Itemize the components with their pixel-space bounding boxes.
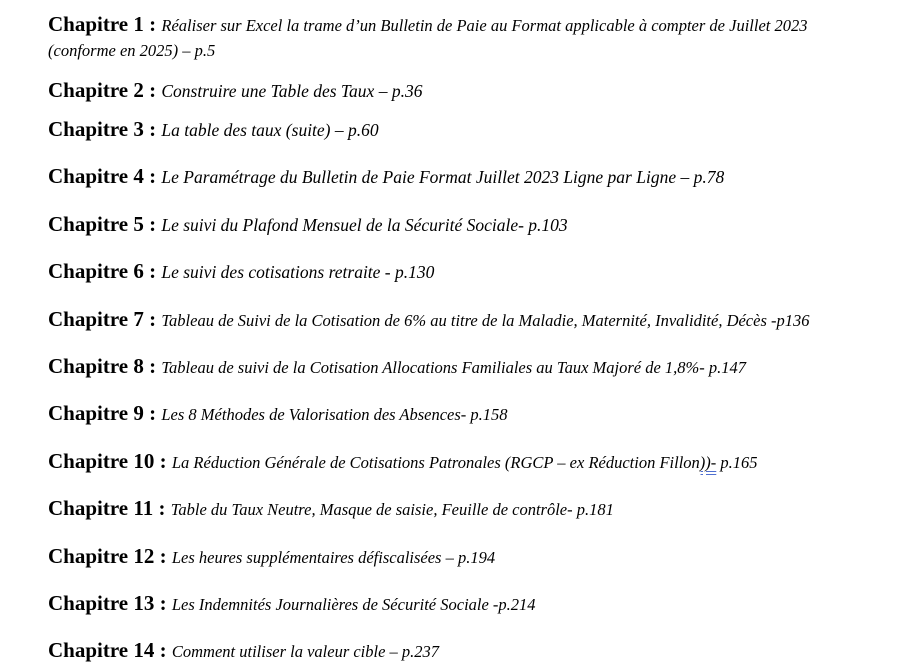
chapter-separator: : xyxy=(154,449,172,473)
chapter-separator: : xyxy=(143,212,162,236)
chapter-title: Les heures supplémentaires défiscalisées – p.194 xyxy=(171,548,496,567)
chapter-title: Tableau de Suivi de la Cotisation de 6% au titre de la Maladie, Maternité, Invalidité, Décès -p136 xyxy=(161,311,810,330)
chapter-title: Table du Taux Neutre, Masque de saisie, Feuille de contrôle- p.181 xyxy=(170,500,614,519)
chapter-title: Tableau de suivi de la Cotisation Allocations Familiales au Taux Majoré de 1,8%- p.147 xyxy=(161,358,747,377)
chapter-separator: : xyxy=(154,544,172,568)
chapter-title: La Réduction Générale de Cotisations Patronales (RGCP – ex Réduction Fillon xyxy=(171,453,700,472)
chapter-label: Chapitre 8 xyxy=(48,354,144,378)
chapter-10-entry xyxy=(48,449,758,476)
chapter-label: Chapitre 2 xyxy=(48,78,144,102)
chapter-title: Construire une Table des Taux – p.36 xyxy=(161,81,423,101)
chapter-title: Réaliser sur Excel la trame d’un Bulletin de Paie au Format applicable à compter de Juillet 2023 (conforme en 2025) – p.5 xyxy=(48,16,808,60)
chapter-14-entry xyxy=(48,638,439,665)
chapter-separator: : xyxy=(143,117,162,141)
chapter-1-entry xyxy=(48,12,868,64)
chapter-label: Chapitre 7 xyxy=(48,307,144,331)
chapter-5-entry xyxy=(48,212,568,239)
chapter-separator: : xyxy=(143,354,162,378)
spellcheck-marked-text[interactable]: ))- xyxy=(699,453,717,472)
chapter-label: Chapitre 6 xyxy=(48,259,144,283)
chapter-label: Chapitre 13 xyxy=(48,591,155,615)
chapter-separator: : xyxy=(153,496,171,520)
chapter-3-entry xyxy=(48,117,379,144)
chapter-label: Chapitre 3 xyxy=(48,117,144,141)
chapter-separator: : xyxy=(154,591,172,615)
chapter-label: Chapitre 9 xyxy=(48,401,144,425)
chapter-title: Les 8 Méthodes de Valorisation des Absences- p.158 xyxy=(161,405,508,424)
chapter-label: Chapitre 10 xyxy=(48,449,155,473)
chapter-title: La table des taux (suite) – p.60 xyxy=(161,120,379,140)
chapter-title: Le suivi des cotisations retraite - p.130 xyxy=(161,262,435,282)
chapter-separator: : xyxy=(154,638,172,662)
chapter-separator: : xyxy=(143,307,162,331)
chapter-title: Le suivi du Plafond Mensuel de la Sécurité Sociale- p.103 xyxy=(161,215,568,235)
chapter-13-entry xyxy=(48,591,536,618)
chapter-separator: : xyxy=(143,401,162,425)
chapter-11-entry xyxy=(48,496,614,523)
chapter-label: Chapitre 11 xyxy=(48,496,154,520)
chapter-separator: : xyxy=(143,259,162,283)
chapter-label: Chapitre 5 xyxy=(48,212,144,236)
chapter-title: Le Paramétrage du Bulletin de Paie Format Juillet 2023 Ligne par Ligne – p.78 xyxy=(161,167,725,187)
chapter-separator: : xyxy=(143,12,162,36)
chapter-8-entry xyxy=(48,354,746,381)
chapter-label: Chapitre 12 xyxy=(48,544,155,568)
chapter-label: Chapitre 14 xyxy=(48,638,155,662)
chapter-title-page: p.165 xyxy=(716,453,758,472)
chapter-6-entry xyxy=(48,259,434,286)
chapter-2-entry xyxy=(48,78,422,105)
chapter-7-entry xyxy=(48,307,810,334)
chapter-4-entry xyxy=(48,164,724,191)
chapter-9-entry xyxy=(48,401,508,428)
chapter-separator: : xyxy=(143,78,162,102)
chapter-separator: : xyxy=(143,164,162,188)
chapter-label: Chapitre 4 xyxy=(48,164,144,188)
chapter-label: Chapitre 1 xyxy=(48,12,144,36)
chapter-title: Les Indemnités Journalières de Sécurité Sociale -p.214 xyxy=(171,595,536,614)
chapter-12-entry xyxy=(48,544,495,571)
chapter-title: Comment utiliser la valeur cible – p.237 xyxy=(171,642,440,661)
